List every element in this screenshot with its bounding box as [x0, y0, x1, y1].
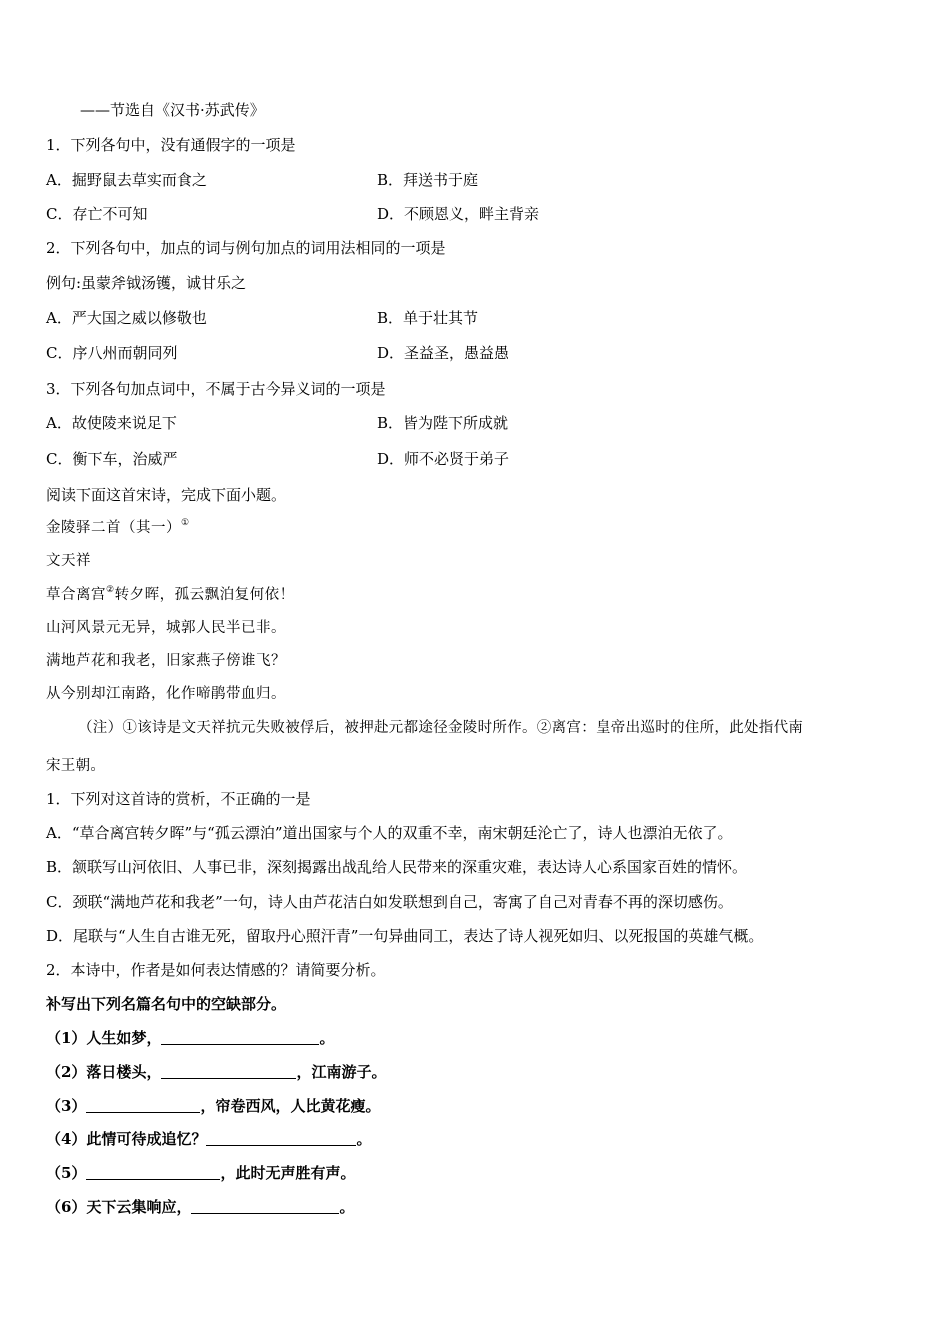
poem-note: （注）①该诗是文天祥抗元失败被俘后，被押赴元都途径金陵时所作。②离宫：皇帝出巡时的住所，此处指代南	[78, 720, 804, 736]
fill-blank-3-pre: （3）	[46, 1097, 87, 1115]
poem-q1-option-a: A．“草合离宫转夕晖”与“孤云漂泊”道出国家与个人的双重不幸，南宋朝廷沦亡了，诗人也漂泊无依了。	[46, 824, 733, 842]
q2-example: 例句:虽蒙斧钺汤镬，诚甘乐之	[46, 274, 247, 292]
q2-option-d: D．圣益圣，愚益愚	[377, 344, 510, 362]
q2-option-a: A．严大国之威以修敬也	[46, 309, 207, 327]
answer-blank-3[interactable]	[86, 1098, 200, 1113]
fill-blank-item-4	[46, 1129, 371, 1149]
fill-blank-item-6	[46, 1197, 354, 1217]
answer-blank-2[interactable]	[161, 1064, 296, 1079]
answer-blank-5[interactable]	[86, 1165, 220, 1180]
fill-blank-5-post: ，此时无声胜有声。	[220, 1164, 356, 1182]
q3-option-c: C．衡下车，治威严	[46, 450, 178, 468]
q3-option-a: A．故使陵来说足下	[46, 414, 177, 432]
fill-blank-item-1	[46, 1028, 334, 1048]
poem-line-1-a: 草合离宫	[46, 587, 106, 603]
q2-stem: 2．下列各句中，加点的词与例句加点的词用法相同的一项是	[46, 239, 446, 257]
answer-blank-1[interactable]	[161, 1030, 319, 1045]
poem-line-3: 满地芦花和我老，旧家燕子傍谁飞？	[46, 653, 286, 669]
poem-q1-option-c: C．颈联“满地芦花和我老”一句，诗人由芦花洁白如发联想到自己，寄寓了自己对青春不再的深切感伤。	[46, 893, 733, 911]
poem-line-1-b: 转夕晖，孤云飘泊复何依！	[114, 587, 295, 603]
fill-blank-title: 补写出下列名篇名句中的空缺部分。	[46, 995, 287, 1013]
fill-blank-4-pre: （4）此情可待成追忆？	[46, 1130, 207, 1148]
fill-blank-3-post: ，帘卷西风，人比黄花瘦。	[200, 1097, 381, 1115]
q1-option-a: A．掘野鼠去草实而食之	[46, 171, 207, 189]
poem-q2-stem: 2．本诗中，作者是如何表达情感的？请简要分析。	[46, 961, 386, 979]
fill-blank-6-post: 。	[339, 1198, 355, 1216]
fill-blank-1-post: 。	[319, 1029, 335, 1047]
fill-blank-item-5	[46, 1163, 355, 1183]
q1-option-d: D．不顾恩义，畔主背亲	[377, 205, 540, 223]
fill-blank-item-2	[46, 1062, 386, 1082]
q3-stem: 3．下列各句加点词中，不属于古今异义词的一项是	[46, 380, 386, 398]
poem-intro: 阅读下面这首宋诗，完成下面小题。	[46, 486, 287, 504]
source-citation: ——节选自《汉书·苏武传》	[80, 101, 265, 119]
fill-blank-item-3	[46, 1096, 380, 1116]
poem-note-cont: 宋王朝。	[46, 758, 106, 774]
fill-blank-1-pre: （1）人生如梦，	[46, 1029, 162, 1047]
q2-option-b: B．单于壮其节	[377, 309, 479, 327]
answer-blank-6[interactable]	[191, 1199, 339, 1214]
fill-blank-5-pre: （5）	[46, 1164, 87, 1182]
footnote-mark-1: ①	[181, 518, 190, 528]
fill-blank-2-pre: （2）落日楼头，	[46, 1063, 162, 1081]
poem-q1-option-b: B．颔联写山河依旧、人事已非，深刻揭露出战乱给人民带来的深重灾难，表达诗人心系国家百姓的情怀。	[46, 858, 748, 876]
fill-blank-2-post: ，江南游子。	[296, 1063, 387, 1081]
q2-option-c: C．序八州而朝同列	[46, 344, 178, 362]
poem-q1-stem: 1．下列对这首诗的赏析，不正确的一是	[46, 790, 311, 808]
poem-line-2: 山河风景元无异，城郭人民半已非。	[46, 620, 286, 636]
poem-title	[46, 518, 190, 538]
fill-blank-6-pre: （6）天下云集响应，	[46, 1198, 192, 1216]
q1-option-b: B．拜送书于庭	[377, 171, 479, 189]
poem-q1-option-d: D．尾联与“人生自古谁无死，留取丹心照汗青”一句异曲同工，表达了诗人视死如归、以死报国的英雄气概。	[46, 927, 764, 945]
poem-title-text: 金陵驿二首（其一）	[46, 520, 181, 536]
poem-line-4: 从今别却江南路，化作啼鹃带血归。	[46, 686, 286, 702]
q3-option-d: D．师不必贤于弟子	[377, 450, 510, 468]
poem-line-1	[46, 585, 295, 605]
q1-option-c: C．存亡不可知	[46, 205, 148, 223]
answer-blank-4[interactable]	[206, 1131, 356, 1146]
q1-stem: 1．下列各句中，没有通假字的一项是	[46, 136, 296, 154]
footnote-mark-2: ②	[106, 585, 115, 595]
poem-author: 文天祥	[46, 553, 91, 569]
fill-blank-4-post: 。	[356, 1130, 372, 1148]
q3-option-b: B．皆为陛下所成就	[377, 414, 509, 432]
